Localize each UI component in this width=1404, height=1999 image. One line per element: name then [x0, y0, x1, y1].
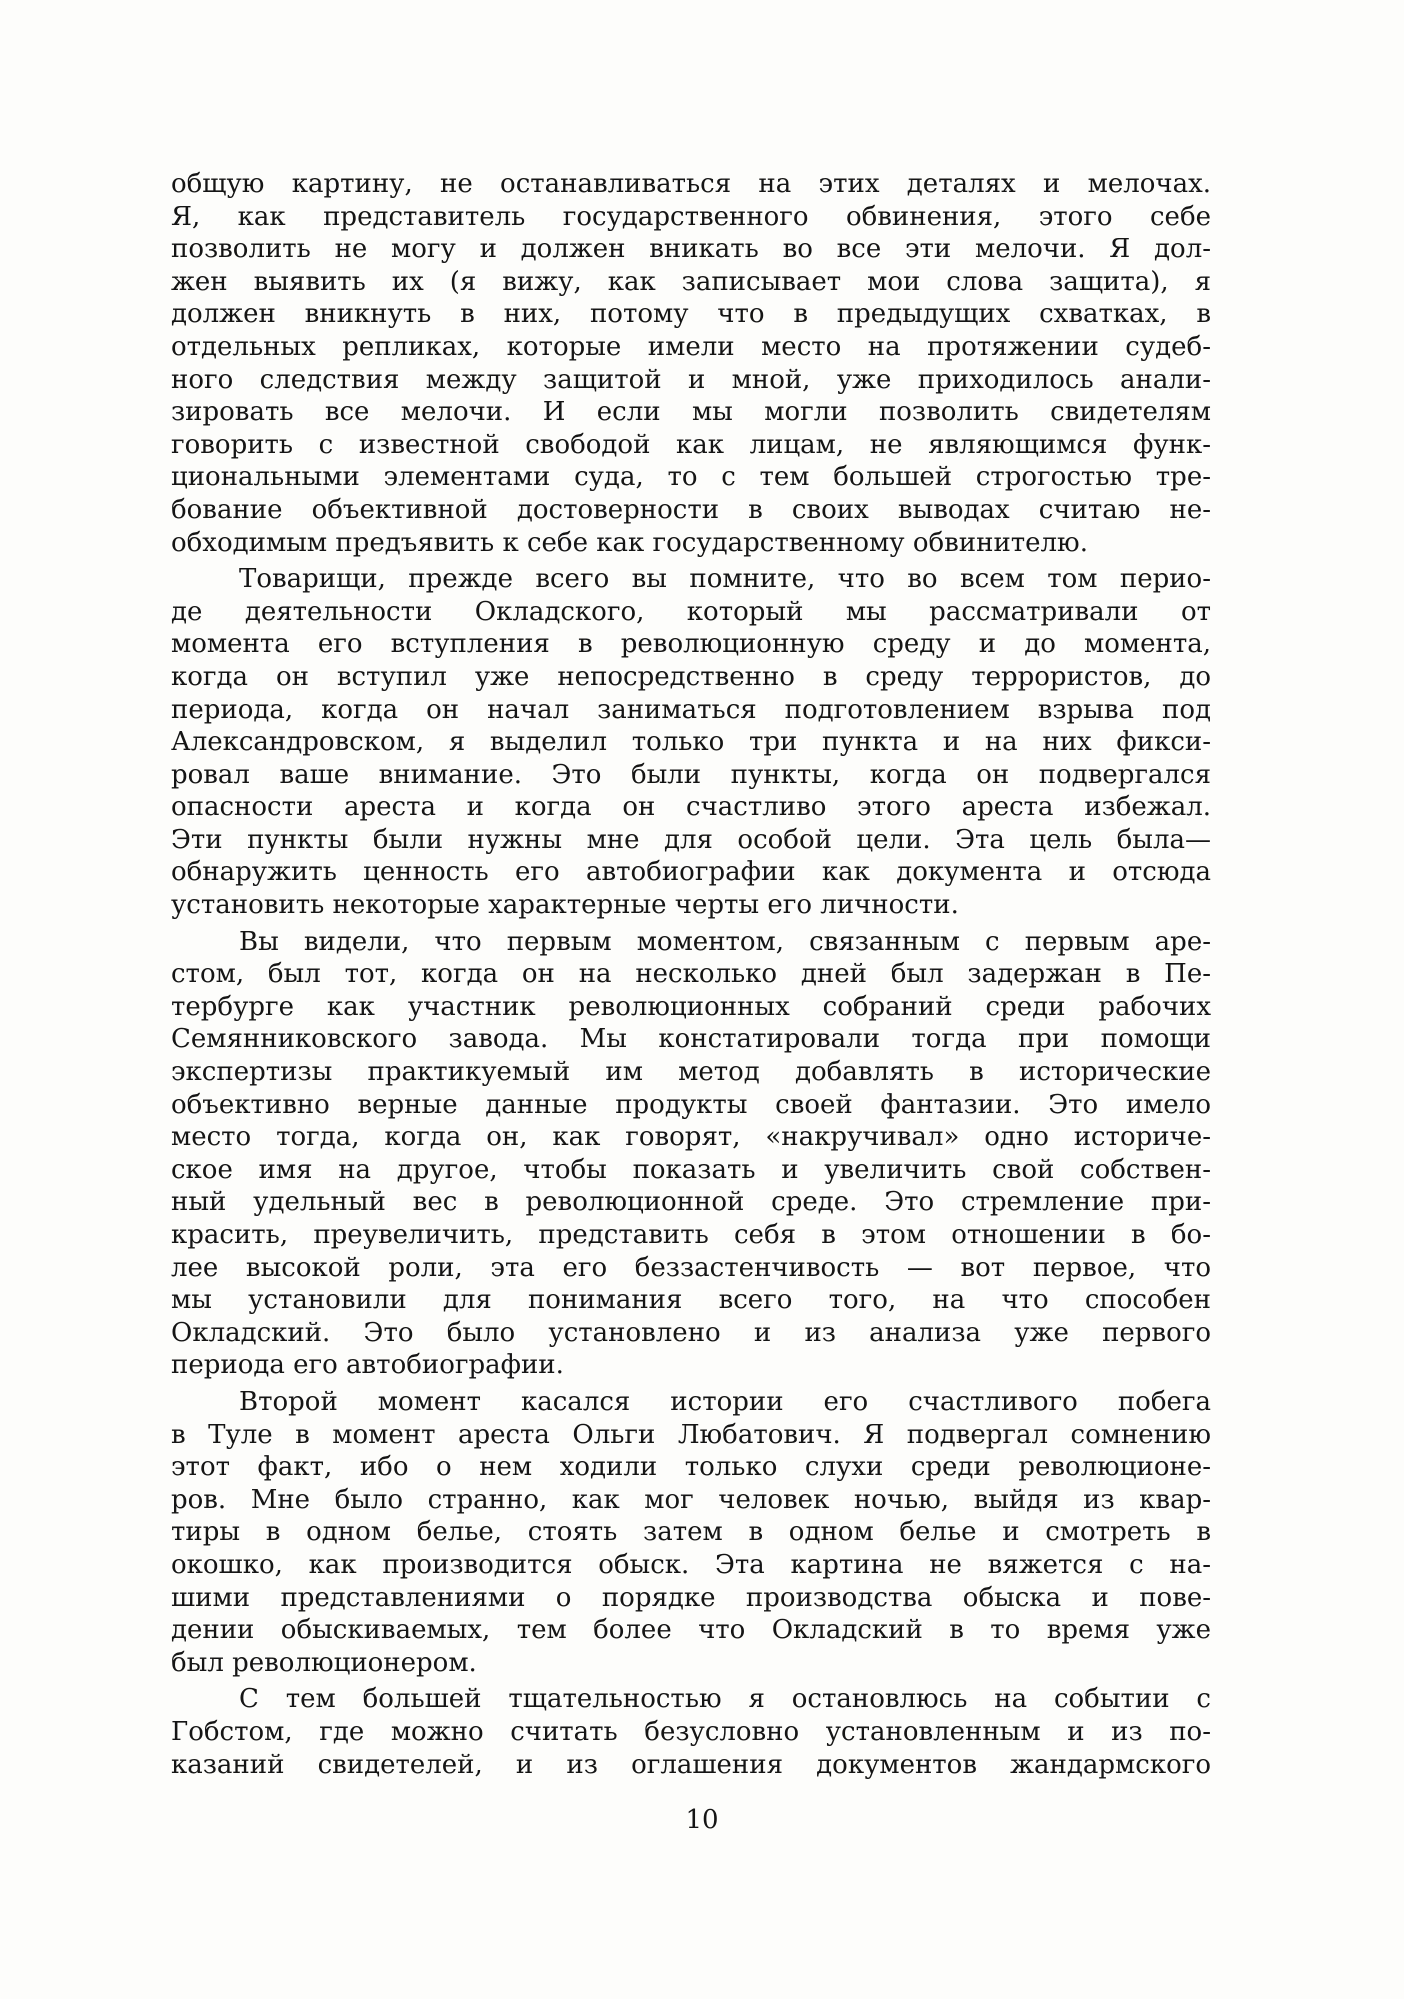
text-line: Второй момент касался истории его счастливого побега [239, 1386, 1211, 1417]
text-line: ское имя на другое, чтобы показать и увеличить свой собствен- [171, 1154, 1211, 1185]
text-line: Я, как представитель государственного обвинения, этого себе [171, 201, 1211, 232]
paragraph [171, 926, 1211, 1382]
text-line: отдельных репликах, которые имели место на протяжении судеб- [171, 331, 1211, 362]
text-line: зировать все мелочи. И если мы могли позволить свидетелям [171, 397, 1211, 428]
text-line: Семянниковского завода. Мы констатировали тогда при помощи [171, 1024, 1211, 1055]
text-line: был революционером. [171, 1647, 477, 1678]
paragraph [171, 1683, 1211, 1781]
text-line: установить некоторые характерные черты его личности. [171, 890, 959, 921]
text-line: бование объективной достоверности в своих выводах считаю не- [171, 494, 1211, 525]
text-line: ного следствия между защитой и мной, уже приходилось анали- [171, 364, 1211, 395]
text-line: экспертизы практикуемый им метод добавлять в исторические [171, 1057, 1211, 1088]
text-line: общую картину, не останавливаться на этих деталях и мелочах. [171, 169, 1211, 199]
text-line: циональными элементами суда, то с тем большей строгостью тре- [171, 462, 1211, 493]
text-line: ровал ваше внимание. Это были пункты, когда он подвергался [171, 759, 1211, 790]
text-line: Александровском, я выделил только три пункта и на них фикси- [171, 727, 1211, 758]
text-line: С тем большей тщательностью я остановлюсь на событии с [239, 1684, 1211, 1715]
text-line: тербурге как участник революционных собраний среди рабочих [171, 991, 1211, 1022]
text-line: этот факт, ибо о нем ходили только слухи среди революционе- [171, 1452, 1211, 1483]
text-line: жен выявить их (я вижу, как записывает мои слова защита), я [171, 266, 1211, 297]
text-line: ров. Мне было странно, как мог человек ночью, выйдя из квар- [171, 1484, 1211, 1515]
text-line: говорить с известной свободой как лицам, не являющимся функ- [171, 429, 1211, 460]
text-line: место тогда, когда он, как говорят, «накручивал» одно историче- [171, 1122, 1211, 1153]
text-line: обнаружить ценность его автобиографии как документа и отсюда [171, 857, 1211, 888]
text-line: Окладский. Это было установлено и из анализа уже первого [171, 1317, 1211, 1348]
text-line: казаний свидетелей, и из оглашения документов жандармского [171, 1749, 1211, 1780]
text-line: дении обыскиваемых, тем более что Окладский в то время уже [171, 1615, 1211, 1646]
paragraph [171, 168, 1211, 559]
body-text [171, 168, 1211, 1781]
text-line: де деятельности Окладского, который мы рассматривали от [171, 596, 1211, 627]
text-line: Вы видели, что первым моментом, связанным с первым аре- [239, 926, 1211, 957]
text-line: обходимым предъявить к себе как государственному обвинителю. [171, 527, 1088, 558]
text-line: лее высокой роли, эта его беззастенчивость — вот первое, что [171, 1252, 1211, 1283]
text-line: стом, был тот, когда он на несколько дней был задержан в Пе- [171, 959, 1211, 990]
text-line: момента его вступления в революционную среду и до момента, [171, 629, 1211, 660]
text-line: объективно верные данные продукты своей фантазии. Это имело [171, 1089, 1211, 1120]
text-line: шими представлениями о порядке производства обыска и пове- [171, 1582, 1211, 1613]
text-line: Товарищи, прежде всего вы помните, что во всем том перио- [239, 564, 1211, 595]
text-line: опасности ареста и когда он счастливо этого ареста избежал. [171, 792, 1211, 823]
paragraph [171, 563, 1211, 922]
text-line: окошко, как производится обыск. Эта картина не вяжется с на- [171, 1549, 1211, 1580]
text-line: мы установили для понимания всего того, на что способен [171, 1285, 1211, 1316]
text-line: периода его автобиографии. [171, 1350, 564, 1381]
text-line: Гобстом, где можно считать безусловно установленным и из по- [171, 1716, 1211, 1747]
text-line: тиры в одном белье, стоять затем в одном белье и смотреть в [171, 1517, 1211, 1548]
text-line: красить, преувеличить, представить себя в этом отношении в бо- [171, 1220, 1211, 1250]
page-number: 10 [685, 1805, 719, 1835]
text-line: должен вникнуть в них, потому что в предыдущих схватках, в [171, 299, 1211, 330]
text-line: когда он вступил уже непосредственно в среду террористов, до [171, 661, 1211, 692]
paragraph [171, 1386, 1211, 1679]
text-line: в Туле в момент ареста Ольги Любатович. Я подвергал сомнению [171, 1419, 1211, 1450]
text-line: Эти пункты были нужны мне для особой цели. Эта цель была— [171, 824, 1211, 855]
text-line: ный удельный вес в революционной среде. Это стремление при- [171, 1187, 1211, 1218]
text-line: позволить не могу и должен вникать во все эти мелочи. Я дол- [171, 234, 1211, 265]
text-line: периода, когда он начал заниматься подготовлением взрыва под [171, 694, 1211, 725]
